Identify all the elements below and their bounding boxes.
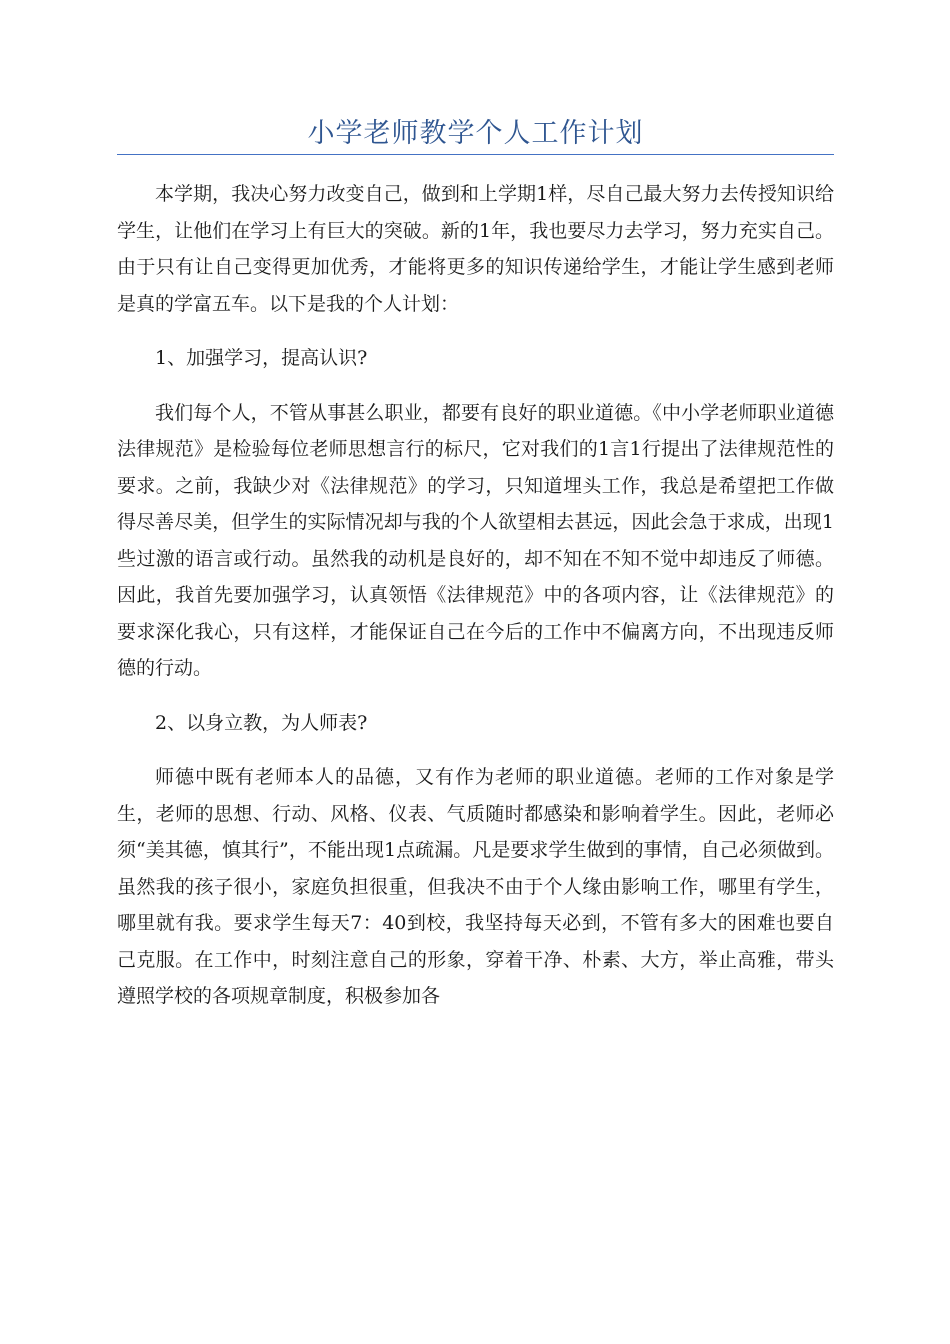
paragraph-section-2: 师德中既有老师本人的品德，又有作为老师的职业道德。老师的工作对象是学生，老师的思想、行动、风格、仪表、气质随时都感染和影响着学生。因此，老师必须“美其德，慎其行”，不能出现1点疏漏。凡是要求学生做到的事情，自己必须做到。虽然我的孩子很小，家庭负担很重，但我决不由于个人缘由影响工作，哪里有学生，哪里就有我。要求学生每天7：40到校，我坚持每天必到，不管有多大的困难也要自己克服。在工作中，时刻注意自己的形象，穿着干净、朴素、大方，举止高雅，带头遵照学校的各项规章制度，积极参加各 bbox=[117, 766, 834, 1007]
title-underline bbox=[117, 154, 834, 155]
section-heading-2: 2、以身立教，为人师表? bbox=[155, 711, 368, 734]
section-heading-1: 1、加强学习，提高认识? bbox=[155, 347, 368, 369]
paragraph-section-1: 我们每个人，不管从事甚么职业，都要有良好的职业道德。《中小学老师职业道德法律规范》是检验每位老师思想言行的标尺，它对我们的1言1行提出了法律规范性的要求。之前，我缺少对《法律规范》的学习，只知道埋头工作，我总是希望把工作做得尽善尽美，但学生的实际情况却与我的个人欲望相去甚远，因此会急于求成，出现1些过激的语言或行动。虽然我的动机是良好的，却不知在不知不觉中却违反了师德。因此，我首先要加强学习，认真领悟《法律规范》中的各项内容，让《法律规范》的要求深化我心，只有这样，才能保证自己在今后的工作中不偏离方向，不出现违反师德的行动。 bbox=[117, 401, 834, 679]
document-title: 小学老师教学个人工作计划 bbox=[307, 118, 644, 149]
document-body bbox=[117, 176, 834, 1033]
paragraph-intro: 本学期，我决心努力改变自己，做到和上学期1样，尽自己最大努力去传授知识给学生，让他们在学习上有巨大的突破。新的1年，我也要尽力去学习，努力充实自己。由于只有让自己变得更加优秀，才能将更多的知识传递给学生，才能让学生感到老师是真的学富五车。以下是我的个人计划： bbox=[117, 183, 834, 315]
